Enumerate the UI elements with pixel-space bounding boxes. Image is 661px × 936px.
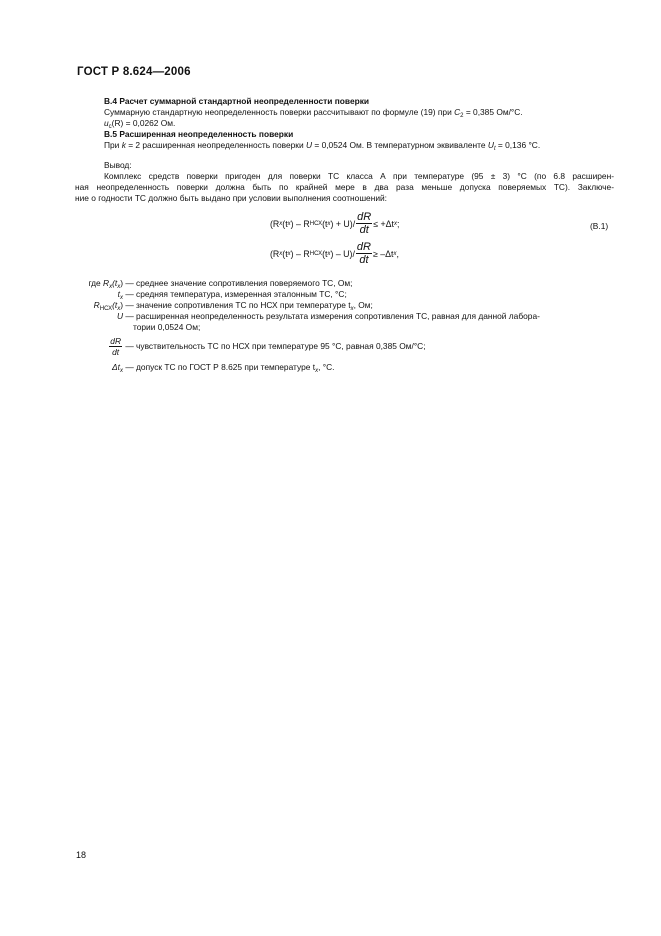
equation-number: (В.1) — [590, 221, 609, 231]
eq-text: ) – R — [290, 218, 310, 229]
equation-1: (R x (t x ) – R НСХ (t x ) + U)/ $\frac{dR}{dt}$ ≤ +Δt x ; — [270, 211, 400, 236]
equation-2: (R x (t x ) – R НСХ (t x ) – U)/ $\frac{dR}{dt}$ ≥ –Δt x , — [270, 241, 399, 266]
frac-numerator: dR — [356, 241, 371, 253]
derivative-fraction — [109, 336, 122, 357]
definition-text: чувствительность ТС по НСХ при температуре 95 °С, равная 0,385 Ом/°С; — [136, 341, 426, 351]
definition-row — [75, 362, 615, 373]
frac-denominator: dt — [112, 347, 120, 357]
definition-symbol — [75, 278, 123, 289]
definition-symbol — [75, 336, 123, 357]
eq-text: ) – R — [290, 248, 310, 259]
frac-denominator: dt — [359, 254, 369, 266]
symbol: (t — [112, 300, 118, 310]
definition-text: допуск ТС по ГОСТ Р 8.625 при температуре t — [136, 362, 316, 372]
eq-sub: x — [327, 220, 331, 227]
text-run: (R) = 0,0262 Ом. — [111, 118, 176, 128]
text-run: При — [104, 140, 122, 150]
eq-text: (t — [282, 218, 288, 229]
definition-symbol — [75, 289, 123, 300]
symbol: R — [93, 300, 100, 310]
section-b4-line2 — [104, 118, 614, 129]
definition-row — [75, 289, 615, 300]
eq-text: (t — [322, 248, 328, 259]
eq-sub: x — [393, 220, 397, 227]
symbol: t — [117, 289, 120, 299]
symbol-k: k — [121, 140, 126, 150]
eq-sub: x — [287, 250, 291, 257]
symbol-U: U — [305, 140, 313, 150]
eq-sub: x — [287, 220, 291, 227]
text-run: Суммарную стандартную неопределенность поверки рассчитывают по формуле (19) при — [104, 107, 455, 117]
conclusion-line3: ние о годности ТС должно быть выдано при условии выполнения соотношений: — [75, 193, 388, 203]
definition-text: среднее значение сопротивления поверяемого ТС, Ом; — [136, 278, 353, 288]
definition-row — [75, 278, 615, 289]
definition-text: значение сопротивления ТС по НСХ при температуре t — [136, 300, 351, 310]
eq-sub: x — [393, 250, 397, 257]
subscript: x — [109, 284, 113, 290]
frac-denominator: dt — [359, 224, 369, 236]
subscript: x — [350, 306, 354, 312]
text-run: ) — [120, 278, 123, 288]
section-b5-heading: В.5 Расширенная неопределенность поверки — [104, 129, 294, 139]
definition-row — [75, 300, 615, 311]
symbol-u: u — [104, 118, 109, 128]
definition-text: , Ом; — [353, 300, 373, 310]
subscript: x — [120, 368, 123, 374]
symbol-U: U — [487, 140, 494, 150]
dash: — — [123, 341, 137, 351]
subscript: x — [120, 295, 123, 301]
eq-text: ≥ –Δt — [372, 248, 394, 259]
eq-sub: x — [279, 250, 283, 257]
text-run: = 0,385 Ом/°С. — [463, 107, 523, 117]
eq-sub: x — [279, 220, 283, 227]
definition-continuation: тории 0,0524 Ом; — [133, 322, 201, 332]
dash: — — [123, 311, 137, 321]
dash: — — [123, 289, 137, 299]
eq-text: (t — [322, 218, 328, 229]
text-run: = 0,0524 Ом. В температурном эквиваленте — [312, 140, 488, 150]
eq-text: ; — [396, 218, 400, 229]
definition-symbol — [75, 362, 123, 373]
subscript: x — [117, 306, 121, 312]
definition-symbol — [75, 300, 123, 311]
symbol: R — [103, 278, 110, 288]
subscript: 2 — [460, 113, 464, 119]
definition-text: средняя температура, измеренная эталонным ТС, °С; — [136, 289, 347, 299]
text-run: где — [88, 278, 104, 288]
frac-numerator: dR — [110, 336, 121, 346]
definition-row — [75, 311, 615, 322]
subscript: c — [108, 124, 112, 130]
text-run: = 2 расширенная неопределенность поверки — [125, 140, 306, 150]
conclusion-line1: Комплекс средств поверки пригоден для поверки ТС класса А при температуре (95 ± 3) °С (по 6.8 расширен- — [104, 171, 614, 181]
page-number: 18 — [76, 850, 87, 860]
symbol-c: C — [454, 107, 461, 117]
eq-text: ) – U)/ — [330, 248, 355, 259]
dash: — — [123, 300, 137, 310]
symbol: U — [116, 311, 123, 321]
conclusion-label: Вывод: — [104, 160, 132, 170]
definition-text: , °С. — [318, 362, 335, 372]
definition-text: расширенная неопределенность результата измерения сопротивления ТС, равная для данной лабора- — [136, 311, 540, 321]
eq-text: ≤ +Δt — [373, 218, 394, 229]
subscript: t — [493, 146, 496, 152]
section-b5-line — [104, 140, 614, 151]
document-header: ГОСТ Р 8.624—2006 — [77, 66, 191, 78]
eq-text: (R — [270, 248, 280, 259]
dash: — — [123, 362, 137, 372]
definition-row — [75, 336, 615, 357]
definition-symbol — [75, 311, 123, 322]
section-b4-line1 — [104, 107, 614, 118]
conclusion-line2: ная неопределенность поверки должна быть по крайней мере в два раза меньше допуска поверяемых ТС). Заключе- — [75, 182, 614, 192]
frac-numerator: dR — [357, 211, 372, 223]
text-run: ) — [120, 300, 123, 310]
eq-text: (R — [270, 218, 280, 229]
subscript: x — [315, 368, 319, 374]
eq-text: , — [396, 248, 399, 259]
section-b4-heading: В.4 Расчет суммарной стандартной неопределенности поверки — [104, 96, 370, 106]
eq-text: (t — [282, 248, 288, 259]
text-run: = 0,136 °С. — [495, 140, 541, 150]
eq-text: ) + U)/ — [330, 218, 356, 229]
dash: — — [123, 278, 137, 288]
subscript: x — [117, 284, 121, 290]
derivative-fraction — [356, 241, 372, 266]
eq-sub: x — [327, 250, 331, 257]
derivative-fraction — [356, 211, 372, 236]
subscript: НСХ — [99, 306, 113, 312]
symbol: Δt — [112, 362, 120, 372]
symbol: (t — [112, 278, 118, 288]
